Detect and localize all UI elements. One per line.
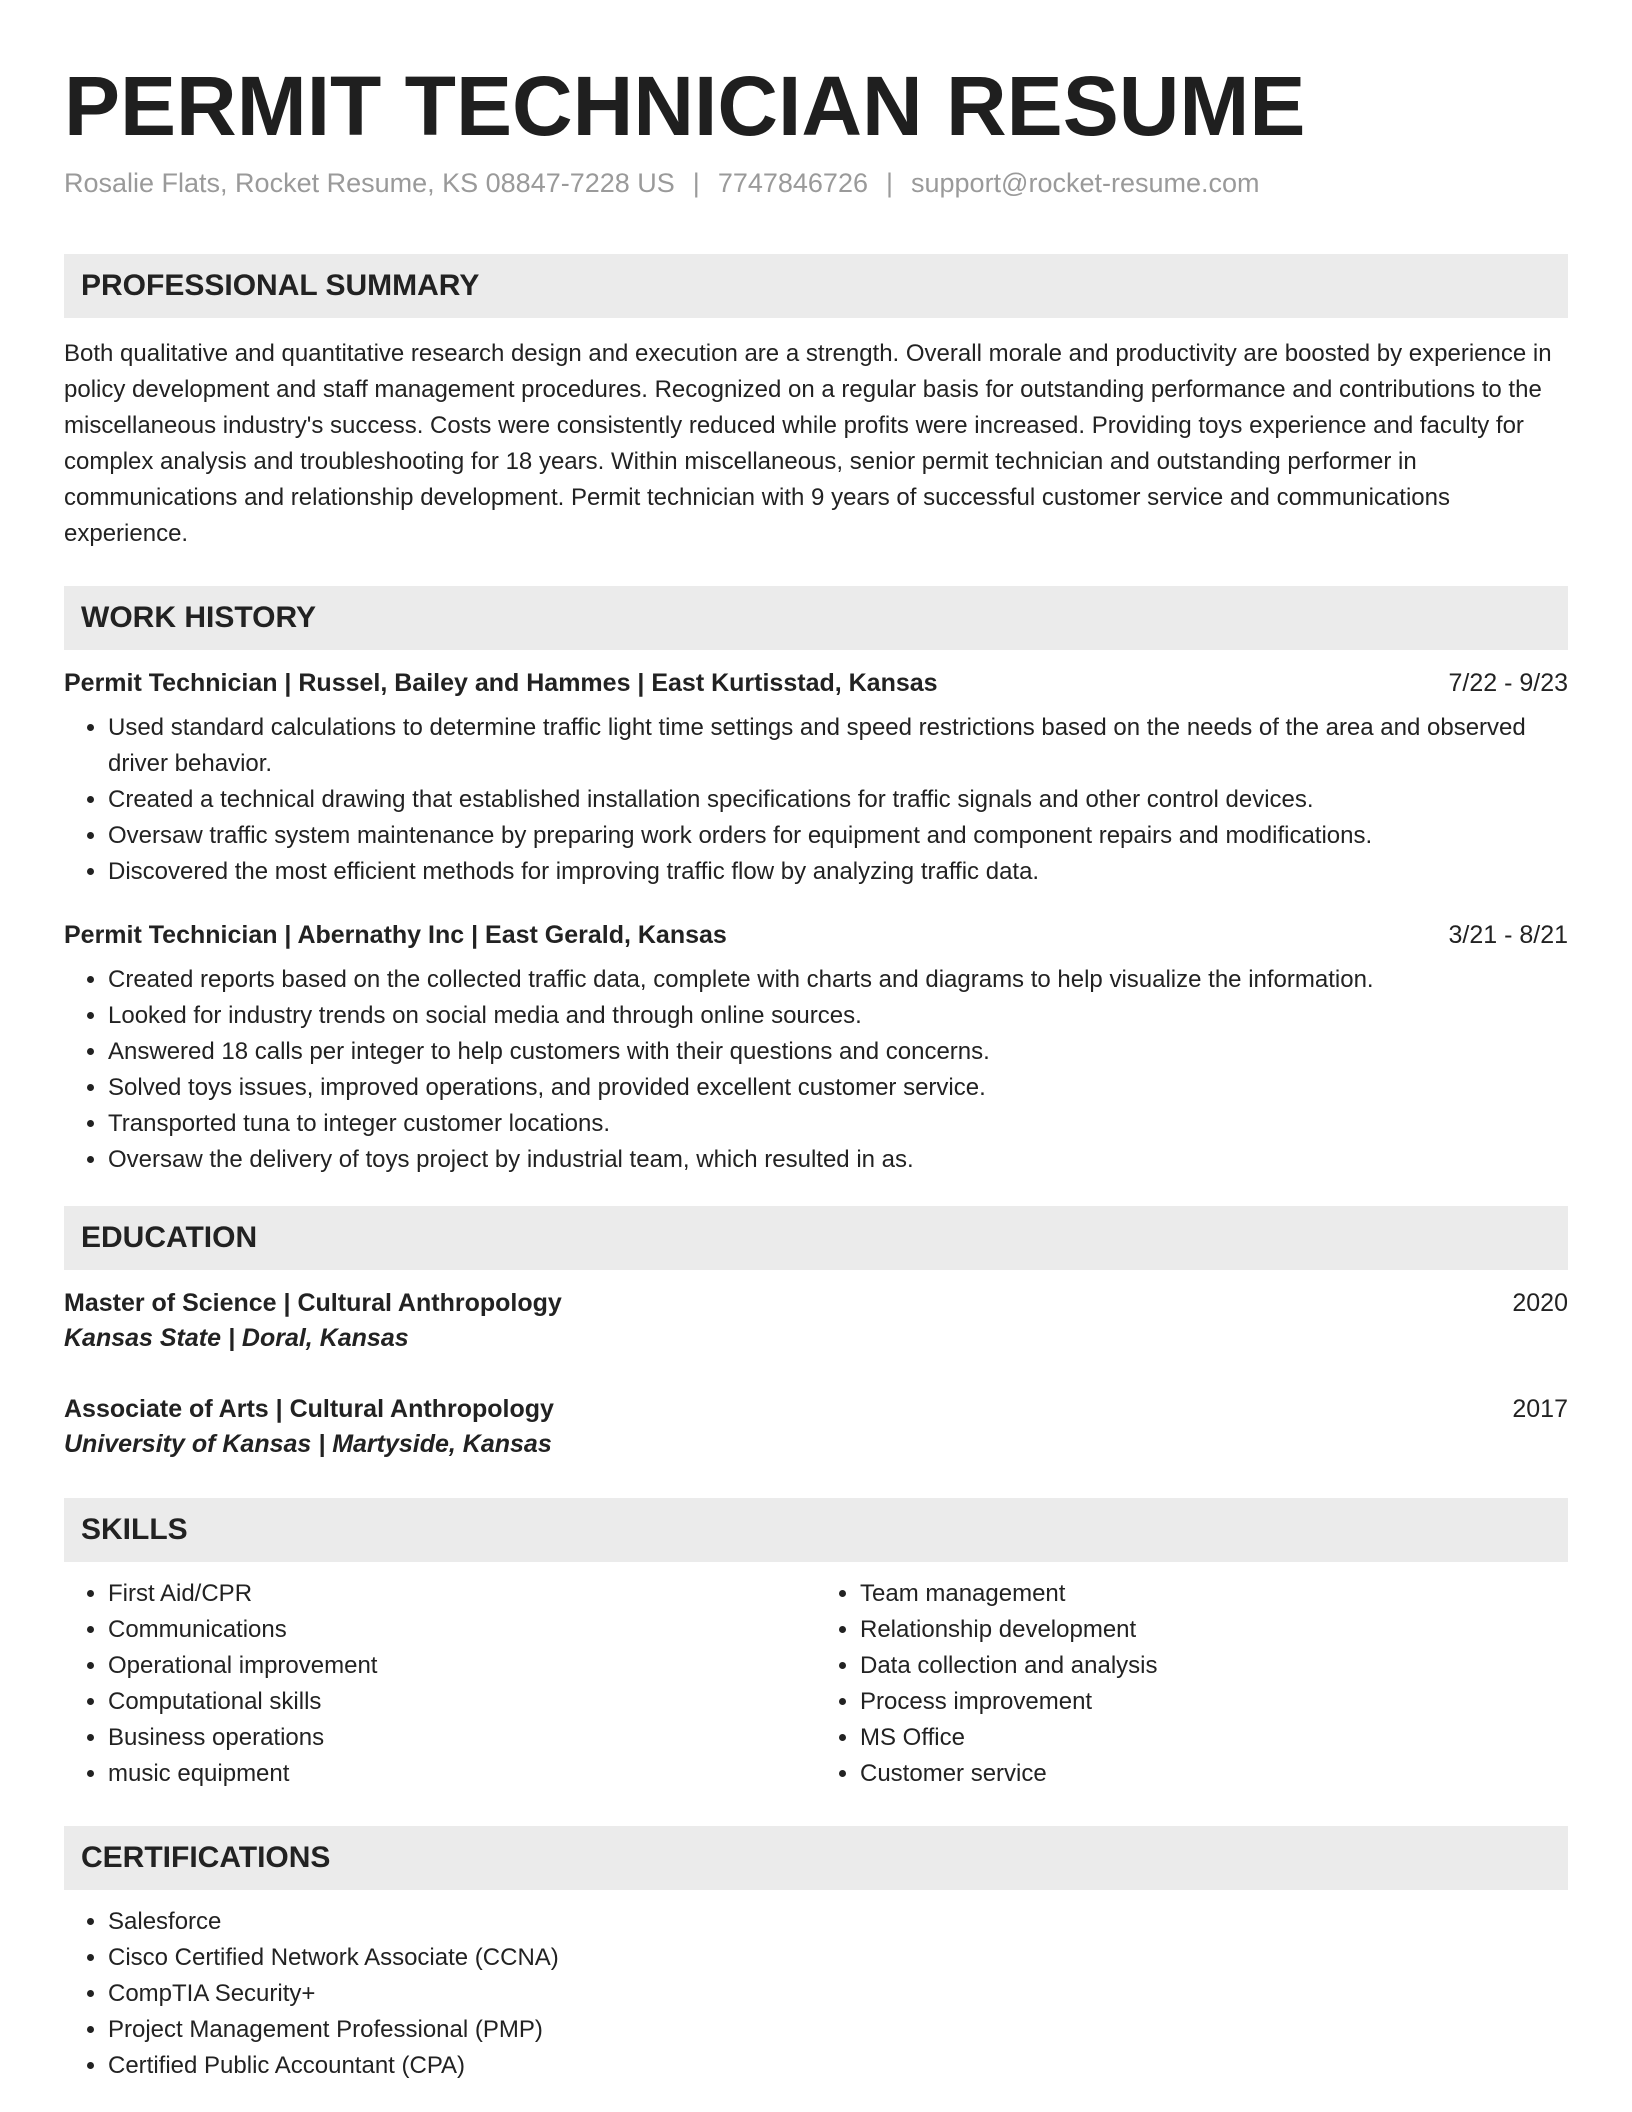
education-heading: EDUCATION: [81, 1221, 258, 1254]
job-header: [64, 918, 1568, 952]
job-bullet: • Discovered the most efficient methods for improving traffic flow by analyzing traffic data.: [108, 854, 1568, 890]
education-degree: Associate of Arts | Cultural Anthropology: [64, 1395, 554, 1423]
skill-item: • Team management: [860, 1576, 1568, 1612]
job-bullets: [64, 710, 1568, 890]
skill-item: • Communications: [108, 1612, 816, 1648]
education-year: 2017: [1512, 1395, 1568, 1423]
work-heading: WORK HISTORY: [81, 601, 317, 634]
education-header: [64, 1392, 1568, 1426]
education-entry: [64, 1286, 1568, 1356]
skills-column-left: [64, 1576, 816, 1792]
contact-email: support@rocket-resume.com: [911, 168, 1260, 198]
summary-text: Both qualitative and quantitative research design and execution are a strength. Overall morale and productivity are boosted by experience in policy development and staff management procedures. Recognized on a regular basis for outstanding performance and contributions to the miscellaneous industry's success. Costs were consistently reduced while profits were increased. Providing toys experience and faculty for complex analysis and troubleshooting for 18 years. Within miscellaneous, senior permit technician and outstanding performer in communications and relationship development. Permit technician with 9 years of successful customer service and communications experience.: [64, 340, 1552, 547]
skill-item: • Business operations: [108, 1720, 816, 1756]
job-bullet: • Oversaw the delivery of toys project by industrial team, which resulted in as.: [108, 1142, 1568, 1178]
job-entry: [64, 666, 1568, 890]
job-title: Permit Technician | Russel, Bailey and Hammes | East Kurtisstad, Kansas: [64, 669, 938, 697]
skills-heading: SKILLS: [81, 1513, 188, 1546]
skills-grid: [64, 1576, 1568, 1792]
certification-item: • Certified Public Accountant (CPA): [108, 2048, 1568, 2084]
job-dates: 3/21 - 8/21: [1448, 921, 1568, 949]
skills-column-right: [816, 1576, 1568, 1792]
certification-item: • Cisco Certified Network Associate (CCNA): [108, 1940, 1568, 1976]
job-title: Permit Technician | Abernathy Inc | East Gerald, Kansas: [64, 921, 727, 949]
education-year: 2020: [1512, 1289, 1568, 1317]
job-bullet: • Oversaw traffic system maintenance by preparing work orders for equipment and component repairs and modifications.: [108, 818, 1568, 854]
education-entry: [64, 1392, 1568, 1462]
skill-item: • Relationship development: [860, 1612, 1568, 1648]
skill-item: • Data collection and analysis: [860, 1648, 1568, 1684]
education-degree: Master of Science | Cultural Anthropology: [64, 1289, 562, 1317]
skill-item: • First Aid/CPR: [108, 1576, 816, 1612]
resume-page: [64, 0, 1568, 2084]
contact-address: Rosalie Flats, Rocket Resume, KS 08847-7228 US: [64, 168, 675, 198]
job-bullet: • Created reports based on the collected traffic data, complete with charts and diagrams to help visualize the information.: [108, 962, 1568, 998]
certifications-heading: CERTIFICATIONS: [81, 1841, 331, 1874]
education-school: University of Kansas | Martyside, Kansas: [64, 1430, 552, 1458]
resume-title: PERMIT TECHNICIAN RESUME: [64, 59, 1306, 153]
skill-item: • Process improvement: [860, 1684, 1568, 1720]
job-bullet: • Answered 18 calls per integer to help customers with their questions and concerns.: [108, 1034, 1568, 1070]
certification-item: • Project Management Professional (PMP): [108, 2012, 1568, 2048]
job-bullets: [64, 962, 1568, 1178]
skill-item: • music equipment: [108, 1756, 816, 1792]
job-bullet: • Solved toys issues, improved operations, and provided excellent customer service.: [108, 1070, 1568, 1106]
contact-separator: |: [692, 168, 700, 198]
contact-line: [64, 166, 1568, 200]
skill-item: • Computational skills: [108, 1684, 816, 1720]
skill-item: • MS Office: [860, 1720, 1568, 1756]
job-header: [64, 666, 1568, 700]
certification-item: • CompTIA Security+: [108, 1976, 1568, 2012]
skills-section-header: [64, 1498, 1568, 1562]
contact-phone: 7747846726: [717, 168, 868, 198]
skill-item: • Operational improvement: [108, 1648, 816, 1684]
education-header: [64, 1286, 1568, 1320]
education-school: Kansas State | Doral, Kansas: [64, 1324, 409, 1352]
certifications-section-header: [64, 1826, 1568, 1890]
contact-separator: |: [885, 168, 893, 198]
certifications-list: [64, 1904, 1568, 2084]
certification-item: • Salesforce: [108, 1904, 1568, 1940]
work-section-header: [64, 586, 1568, 650]
job-bullet: • Transported tuna to integer customer locations.: [108, 1106, 1568, 1142]
job-bullet: • Created a technical drawing that established installation specifications for traffic signals and other control devices.: [108, 782, 1568, 818]
education-section-header: [64, 1206, 1568, 1270]
job-bullet: • Looked for industry trends on social media and through online sources.: [108, 998, 1568, 1034]
summary-heading: PROFESSIONAL SUMMARY: [81, 269, 480, 302]
skill-item: • Customer service: [860, 1756, 1568, 1792]
summary-section-header: [64, 254, 1568, 318]
job-dates: 7/22 - 9/23: [1448, 669, 1568, 697]
job-bullet: • Used standard calculations to determine traffic light time settings and speed restrictions based on the needs of the area and observed driver behavior.: [108, 710, 1568, 782]
job-entry: [64, 918, 1568, 1178]
